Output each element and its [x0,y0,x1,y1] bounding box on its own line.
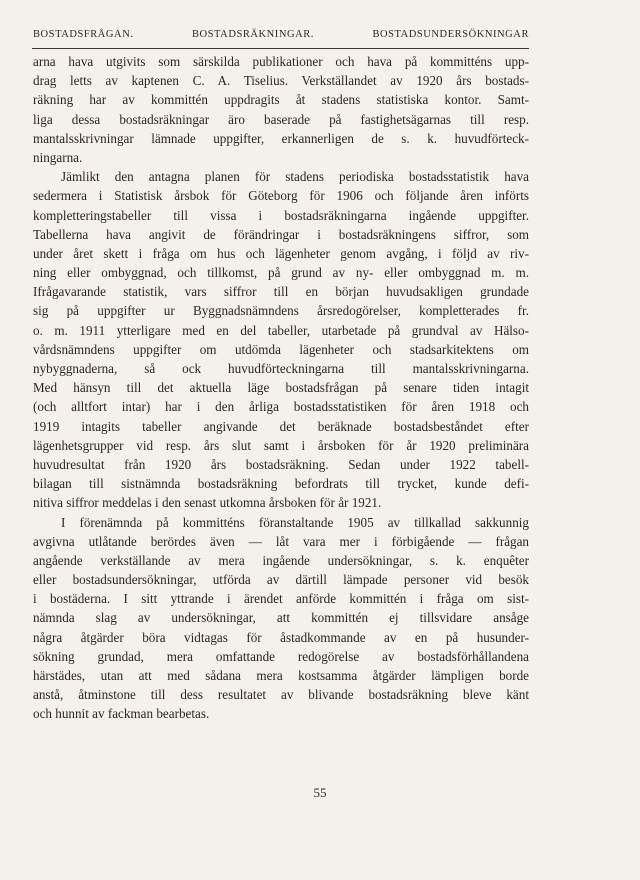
text-line: I förenämnda på kommitténs föranstaltande 1905 av tillkallad sakkunnig [61,514,529,530]
text-line: 1919 intagits tabeller angivande det beräknade bostadsbeståndet efter [33,418,529,434]
text-line: och hunnit av fackman bearbetas. [33,706,210,722]
text-line: angående verkställande av mera ingående undersökningar, s. k. enquêter [33,552,529,568]
text-line: arna hava utgivits som särskilda publikationer och hava på kommitténs upp- [33,54,529,69]
page-number: 55 [313,785,327,800]
paragraph [33,167,529,512]
paragraph [33,52,529,167]
text-line: under året skett i fråga om hus och lägenheter genom avgång, i följd av riv- [33,245,529,261]
text-line: huvudresultat från 1920 års bostadsräkning. Sedan under 1922 tabell- [33,456,529,472]
text-line: o. m. 1911 ytterligare med en del tabeller, utarbetade på grundval av Hälso- [33,322,529,338]
text-line: nämnda slag av undersökningar, att kommittén ej tillsvidare ansåge [33,610,529,626]
text-line: Ifrågavarande statistik, vars siffror till en början huvudsakligen grundade [33,284,529,300]
text-line: nybyggnaderna, så ock huvudförteckningarna till mantalsskrivningarna. [33,361,529,376]
text-line: kompletteringstabeller till vissa i bostadsräkningarna ingående uppgifter. [33,207,529,223]
text-line: ning eller ombyggnad, och tillkomst, på grund av ny- eller ombyggnad m. m. [33,265,529,281]
text-line: sedermera i Statistisk årsbok för Göteborg för 1906 och följande åren införts [33,188,529,204]
text-line: (och alltfort intar) har i den årliga bostadsstatistiken för åren 1918 och [33,399,529,415]
text-line: lägenhetsgrupper vid resp. års slut samt i årsboken för år 1920 preliminära [33,437,529,453]
text-line: nitiva siffror meddelas i den senast utkomna årsboken för år 1921. [33,495,382,511]
paragraph [33,513,529,724]
text-line: anstå, åtminstone till dess resultatet av blivande bostadsräkning bleve känt [33,687,529,703]
text-line: sökning grundad, mera omfattande redogörelse av bostadsförhållandena [33,648,529,664]
running-head-center: BOSTADSRÄKNINGAR. [191,29,314,40]
text-line: Tabellerna hava angivit de förändringar i bostadsräkningens siffror, som [33,226,529,242]
text-line: räkning har av kommittén uppdragits åt stadens statistiska kontor. Samt- [33,92,529,108]
text-line: Jämlikt den antagna planen för stadens periodiska bostadsstatistik hava [61,169,529,185]
text-line: avgivna utlåtande berördes även — låt vara mer i förbigående — frågan [33,533,529,549]
text-line: vårdsnämndens uppgifter om utdömda lägenheter och stadsarkitektens om [33,341,529,357]
text-line: drag letts av kaptenen C. A. Tiselius. Verkställandet av 1920 års bostads- [33,73,529,89]
text-line: några åtgärder böra vidtagas för åstadkommande av en på husunder- [33,629,529,645]
running-head [33,29,529,40]
text-line: Med hänsyn till det aktuella läge bostadsfrågan på senare tiden intagit [33,380,529,396]
text-line: härstädes, utan att med sådana mera kostsamma åtgärder lämpligen borde [33,668,529,683]
text-line: eller bostadsundersökningar, utförda av därtill lämpade personer vid besök [33,572,529,588]
text-line: i bostäderna. I sitt yttrande i ärendet anförde kommittén i fråga om sist- [33,591,529,607]
body-text [33,52,529,724]
text-line: ningarna. [33,149,83,165]
running-head-right: BOSTADSUNDERSÖKNINGAR [372,29,529,40]
text-line: bilagan till sistnämnda bostadsräkning befordrats till trycket, kunde defi- [33,476,529,492]
text-line: sig på uppgifter ur Byggnadsnämndens årsredogörelser, kompletterades fr. [33,303,529,319]
running-head-left: BOSTADSFRÅGAN. [33,29,134,40]
text-line: mantalsskrivningar lämnade uppgifter, erkannerligen de s. k. huvudförteck- [33,130,529,146]
text-line: liga dessa bostadsräkningar äro baserade på fastighetsägarnas till resp. [33,111,529,127]
header-rule [32,48,529,49]
